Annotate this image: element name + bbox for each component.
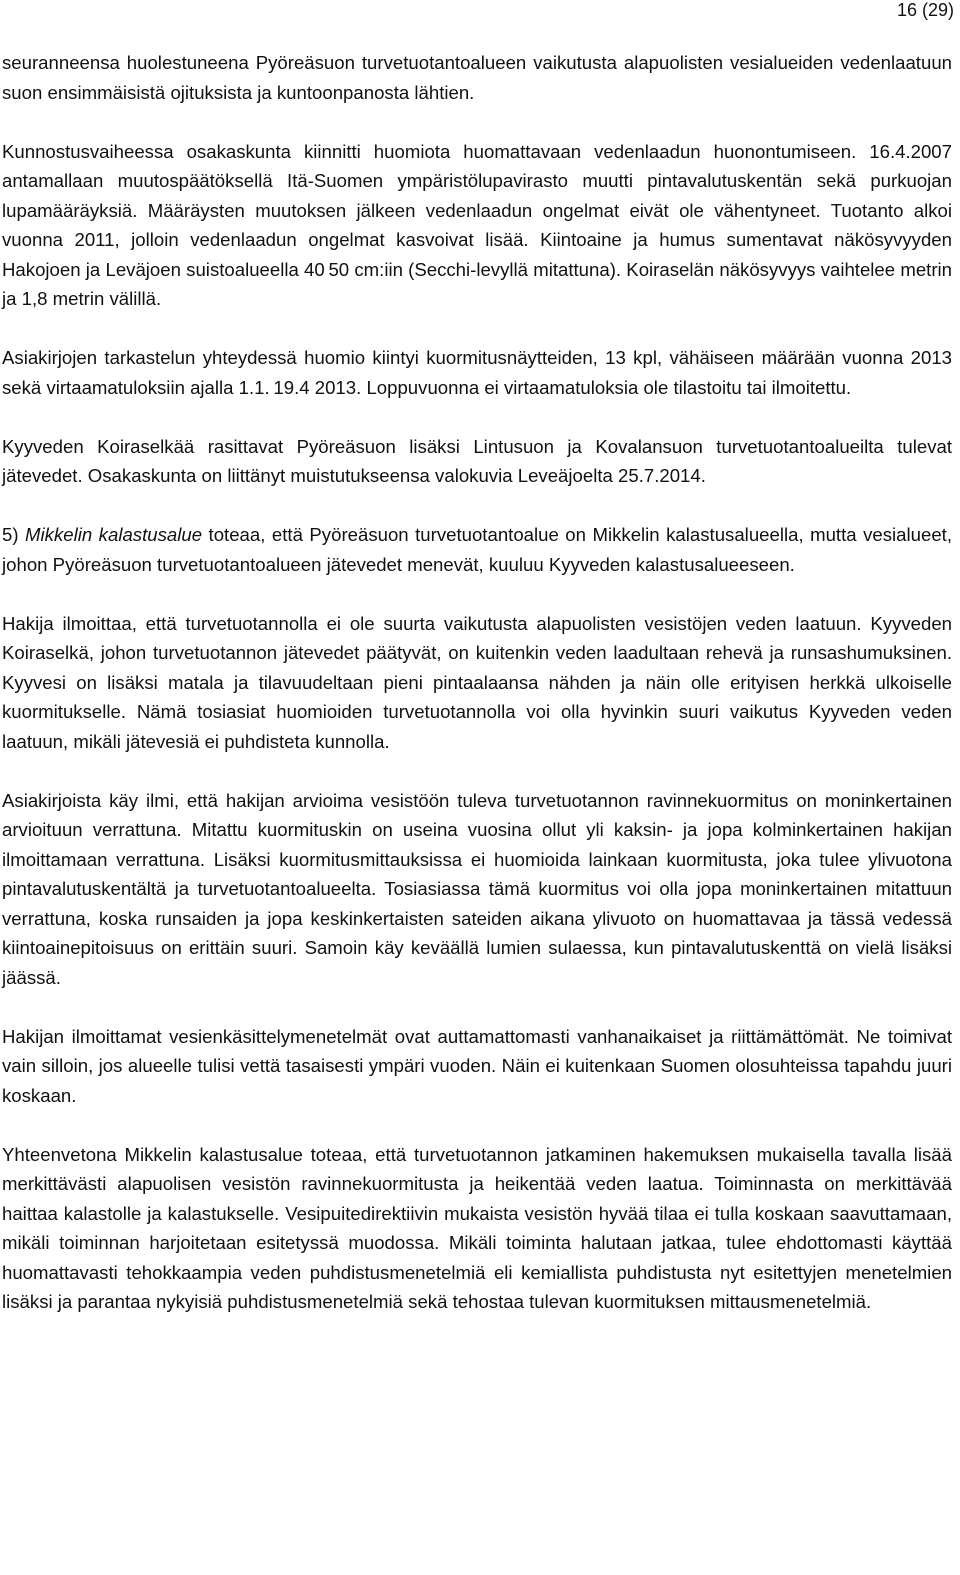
paragraph-treatment-methods: Hakijan ilmoittamat vesienkäsittelymenetelmät ovat auttamattomasti vanhanaikaiset ja riittämättömät. Ne toimivat vain silloin, jos alueelle tulisi vettä tasaisesti ympäri vuoden. Näin ei kuitenkaan Suomen olosuhteissa tapahdu juuri koskaan. [2, 1025, 952, 1106]
paragraph-summary: Yhteenvetona Mikkelin kalastusalue toteaa, että turvetuotannon jatkaminen hakemuksen mukaisella tavalla lisää merkittävästi alapuolisen vesistön ravinnekuormitusta ja heikentää veden laatua. Toiminnasta on merkittävää haittaa kalastolle ja kalastukselle. Vesipuitedirektiivin mukaista vesistön hyvää tilaa ei tulla koskaan saavuttamaan, mikäli toiminnan harjoitetaan esitetyssä muodossa. Mikäli toiminta halutaan jatkaa, tulee ehdottomasti käyttää huomattavasti tehokkaampia veden puhdistusmenetelmiä eli kemiallista puhdistusta nyt esitettyjen menetelmien lisäksi ja parantaa nykyisiä puhdistusmenetelmiä sekä tehostaa tulevan kuormituksen mittausmenetelmiä. [2, 1143, 952, 1312]
paragraph-fishing-area-statement [2, 520, 952, 579]
item-number: 5) [2, 524, 26, 545]
statement-text: toteaa, että Pyöreäsuon turvetuotantoalue on Mikkelin kalastusalueella, mutta vesialueet, johon Pyöreäsuon turvetuotantoalueen jätevedet menevät, kuuluu Kyyveden kalastusalueeseen. [2, 524, 952, 575]
document-body [2, 48, 952, 1346]
paragraph-restoration-phase: Kunnostusvaiheessa osakaskunta kiinnitti huomiota huomattavaan vedenlaadun huonontumiseen. 16.4.2007 antamallaan muutospäätöksellä Itä-Suomen ympäristölupavirasto muutti pintavalutuskentän sekä purkuojan lupamääräyksiä. Määräysten muutoksen jälkeen vedenlaadun ongelmat eivät ole vähentyneet. Tuotanto alkoi vuonna 2011, jolloin vedenlaadun ongelmat kasvoivat lisää. Kiintoaine ja humus sumentavat näkösyvyyden Hakojoen ja Leväjoen suistoalueella 40 50 cm:iin (Secchi-levyllä mitattuna). Koiraselän näkösyvyys vaihtelee metrin ja 1,8 metrin välillä. [2, 140, 952, 309]
paragraph-applicant-claim: Hakija ilmoittaa, että turvetuotannolla ei ole suurta vaikutusta alapuolisten vesistöjen veden laatuun. Kyyveden Koiraselkä, johon turvetuotannon jätevedet päätyvät, on kuitenkin veden laadultaan rehevä ja runsashumuksinen. Kyyvesi on lisäksi matala ja tilavuudeltaan pieni pintaalaansa nähden ja näin olle erityisen herkkä ulkoiselle kuormitukselle. Nämä tosiasiat huomioiden turvetuotannolla voi olla hyvinkin suuri vaikutus Kyyveden veden laatuun, mikäli jätevesiä ei puhdisteta kunnolla. [2, 612, 952, 752]
paragraph-koiraselka-load: Kyyveden Koiraselkää rasittavat Pyöreäsuon lisäksi Lintusuon ja Kovalansuon turvetuotantoalueilta tulevat jätevedet. Osakaskunta on liittänyt muistutukseensa valokuvia Leveäjoelta 25.7.2014. [2, 435, 952, 486]
page-number: 16 (29) [896, 0, 954, 20]
paragraph-document-review: Asiakirjojen tarkastelun yhteydessä huomio kiintyi kuormitusnäytteiden, 13 kpl, vähäiseen määrään vuonna 2013 sekä virtaamatuloksiin ajalla 1.1. 19.4 2013. Loppuvuonna ei virtaamatuloksia ole tilastoitu tai ilmoitettu. [2, 347, 952, 398]
paragraph-nutrient-load: Asiakirjoista käy ilmi, että hakijan arvioima vesistöön tuleva turvetuotannon ravinnekuormitus on moninkertainen arvioituun verrattuna. Mitattu kuormituskin on useina vuosina ollut yli kaksin- ja jopa kolminkertainen hakijan ilmoittamaan verrattuna. Lisäksi kuormitusmittauksissa ei huomioida lainkaan kuormitusta, joka tulee ylivuotona pintavalutuskentältä ja turvetuotantoalueelta. Tosiasiassa tämä kuormitus voi olla jopa moninkertainen mitattuun verrattuna, koska runsaiden ja jopa keskinkertaisten sateiden aikana ylivuoto on huomattavaa ja tässä vedessä kiintoainepitoisuus on erittäin suuri. Samoin käy keväällä lumien sulaessa, kun pintavalutuskenttä on vielä lisäksi jäässä. [2, 789, 952, 988]
paragraph-continued: seuranneensa huolestuneena Pyöreäsuon turvetuotantoalueen vaikutusta alapuolisten vesialueiden vedenlaatuun suon ensimmäisistä ojituksista ja kuntoonpanosta lähtien. [2, 52, 952, 103]
party-name: Mikkelin kalastusalue [25, 524, 203, 545]
